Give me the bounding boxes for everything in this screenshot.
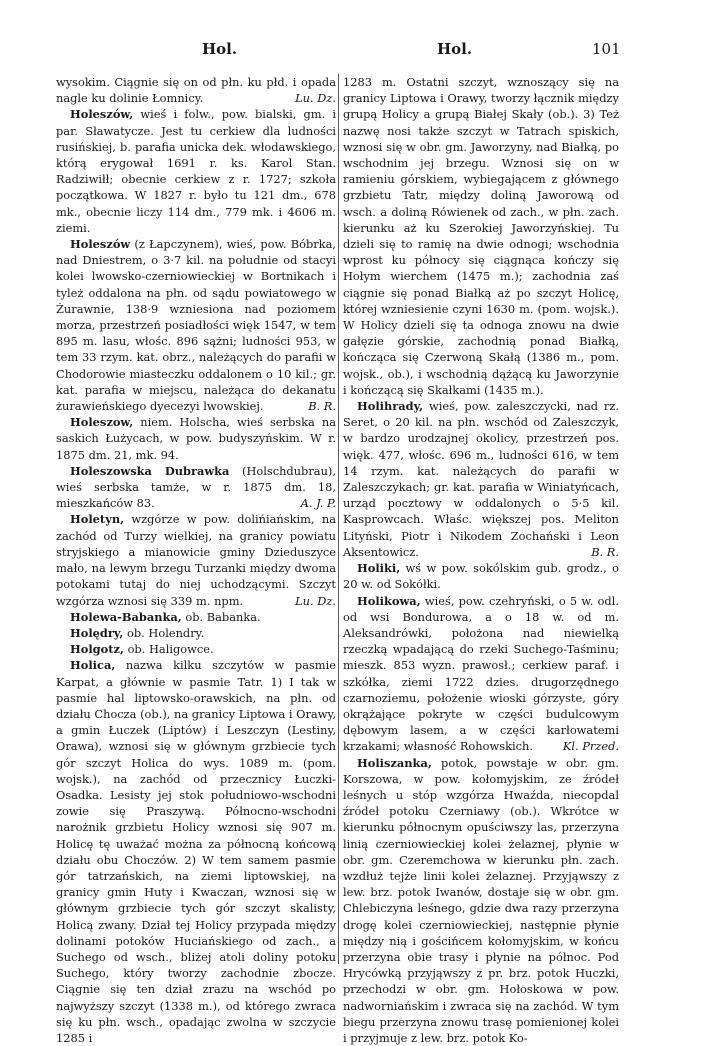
entry-text: potok, powstaje w obr. gm. Korszowa, w pow. kołomyjskim, ze źródeł leśnych u stóp wzgórza Hwaźda, niecopdal źródeł potoku Czerniawy (ob.). Wkrótce w kierunku północnym opuściwszy las, przerzyna linią czerniowieckiej kolei żelaznej, płynie w obr. gm. Czeremchowa w kierunku płn. zach. wzdłuż tejże linii kolei żelaznej. Przyjąwszy z lew. brz. potok Iwanów, dostaje się w obr. gm. Chlebiczyna leśnego, gdzie dwa razy przerzyna drogę kolei czerniowieckiej, następnie płynie między nią i gościńcem kołomyjskim, w końcu przerzyna obie trasy i płynie na północ. Pod Hrycówką przyjąwszy z pr. brz. potok Huczki, przechodzi w obr. gm. Hołoskowa w pow. nadworniańskim i zwraca się na zachód. W tym biegu przerzyna znowu trasę pomienionej kolei i przyjmuje z lew. brz. potok Ko- [343, 755, 619, 1045]
dictionary-entry [56, 463, 336, 512]
entry-text: niem. Holscha, wieś serbska na saskich Łużycach, w pow. budyszyńskim. W r. 1875 dm. 21, mk. 94. [56, 415, 336, 462]
dictionary-entry [56, 414, 336, 463]
entry-text: ob. Haligowce. [123, 642, 214, 657]
entry-text: ob. Holendry. [123, 625, 205, 640]
entry-headword: Holiki, [357, 561, 401, 576]
entry-author-signature: Kl. Przed. [562, 739, 619, 754]
dictionary-entry [56, 609, 336, 625]
entry-headword: Holetyn, [70, 512, 125, 527]
column-divider [338, 74, 339, 964]
dictionary-entry [343, 593, 619, 755]
entry-text: wieś, pow. czehryński, o 5 w. odl. od wsi Bondurowa, a o 18 w. od m. Aleksandrówki, położona nad niewielką rzeczką wpadającą do rzeki Suchego-Taśminu; mieszk. 853 wyzn. prawosł.; cerkiew paraf. i szkółka, ziemi 1722 dzies. drugorzędnego czarnoziemu, położenie wioski górzyste, góry okrążające pokryte w części budulcowym dębowym lasem, a w części karłowatemi krzakami; własność Rohowskich. [343, 593, 619, 754]
dictionary-entry [343, 755, 619, 1046]
dictionary-entry [56, 106, 336, 236]
entry-text: wieś i folw., pow. bialski, gm. i par. Sławatycze. Jest tu cerkiew dla ludności rusińskiej, b. parafia unicka dek. włodawskiego, którą erygował 1691 r. ks. Karol Stan. Radziwiłł; obecnie cerkiew z r. 1727; szkoła początkowa. W 1827 r. było tu 121 dm., 678 mk., obecnie liczy 114 dm., 779 mk. i 4606 m. ziemi. [56, 107, 336, 235]
dictionary-entry [56, 511, 336, 608]
entry-text: wieś, pow. zaleszczycki, nad rz. Seret, o 20 kil. na płn. wschód od Zaleszczyk, w bardzo urodzajnej okolicy, przestrzeń pos. więk. 477, włośc. 696 m., ludności 616, w tem 14 rzym. kat. należących do parafii w Zaleszczykach; gr. kat. parafia w Winiatyńcach, urząd pocztowy w oddalonych o 5·5 kil. Kasprowcach. Właśc. większej pos. Meliton Lityński, Piotr i Nikodem Zochański i Leon Aksentowicz. [343, 399, 619, 559]
page-number: 101 [592, 40, 621, 58]
entry-author-signature: B. R. [308, 399, 336, 414]
entry-text: (z Łapczynem), wieś, pow. Bóbrka, nad Dniestrem, o 3·7 kil. na południe od stacyi kolei lwowsko-czerniowieckiej w Bortnikach i tyleż oddalona na płn. od sądu powiatowego w Żurawnie, 138·9 wzniesiona nad poziomem morza, przestrzeń posiadłości więk 1547, w tem 895 m. lasu, włośc. 896 sążni; ludności 953, w tem 33 rzym. kat. obrz., należących do parafii w Chodorowie miasteczku oddalonem o 10 kil.; gr. kat. parafia w miejscu, należąca do dekanatu żurawieńskiego dyecezyi lwowskiej. [56, 237, 336, 414]
entry-headword: Holihrady, [357, 399, 424, 414]
entry-headword: Holeszowska Dubrawka [70, 463, 230, 478]
entry-text: nazwa kilku szczytów w pasmie Karpat, a głównie w pasmie Tatr. 1) I tak w pasmie hal liptowsko-orawskich, na płn. od działu Chocza (ob.), na granicy Liptowa i Orawy, a gmin Łuczek (Liptów) i Leszczyn (Lestiny, Orawa), wznosi się w głównym grzbiecie tych gór szczyt Holica do wys. 1089 m. (pom. wojsk.), na zachód od przecznicy Łuczki-Osadka. Lesisty jej stok południowo-wschodni zowie się Praszywą. Północno-wschodni narożnik grzbietu Holicy wznosi się 907 m. Holicę tę uważać można za północną końcową działu obu Choczów. 2) W tem samem pasmie gór tatrzańskich, na ziemi liptowskiej, na granicy gmin Huty i Kwaczan, wznosi się w głównym grzbiecie tych gór szczyt skalisty, Holicą zwany. Dział tej Holicy przypada między dolinami potoków Huciańskiego od zach., a Suchego od wsch., bliżej atoli doliny potoku Suchego, który tworzy zachodnie zbocze. Ciągnie się ten dział zrazu na wschód po najwyższy szczyt (1338 m.), od którego zwraca się ku płn. wsch., opadając zwolna w szczycie 1285 i [56, 658, 336, 1045]
entry-text: (Holschdubrau), wieś serbska tamże, w r. 1875 dm. 18, mieszkańców 83. [56, 463, 336, 511]
dictionary-entry [343, 74, 619, 398]
entry-headword: Holeszów [70, 237, 131, 252]
entry-text: wysokim. Ciągnie się on od płn. ku płd. i opada nagle ku dolinie Łomnicy. [56, 75, 336, 106]
entry-headword: Holikowa, [357, 593, 421, 608]
entry-headword: Holeszow, [70, 415, 134, 430]
entry-text: 1283 m. Ostatni szczyt, wznoszący się na granicy Liptowa i Orawy, tworzy łącznik między grupą Holicy a grupą Białej Skały (ob.). 3) Też nazwę nosi także szczyt w Tatrach spiskich, wznosi się w obr. gm. Jaworzyny, nad Białką, po wschodnim jej brzegu. Wznosi się on w ramieniu górskiem, wybiegającem z głównego grzbietu Tatr, między doliną Jaworową od wsch. a doliną Rówienek od zach., w płn. zach. kierunku aż ku Szerokiej Jaworzyńskiej. Tu dzieli się to ramię na dwie odnogi; wschodnia wprost ku północy się ciągnąca kończy się Hołym wierchem (1475 m.); zachodnia zaś ciągnie się ponad Białką aż po szczyt Holicę, której wzniesienie czyni 1630 m. (pom. wojsk.). W Holicy dzieli się ta odnoga znowu na dwie gałęzie górskie, zachodnią ponad Białką, kończąca się Czerwoną Skałą (1386 m., pom. wojsk., ob.), i wschodnią dążącą ku Jaworzynie i kończącą się Skałkami (1435 m.). [343, 75, 619, 397]
dictionary-entry [56, 236, 336, 414]
dictionary-entry [56, 657, 336, 1046]
entry-headword: Holeszów, [70, 107, 134, 122]
dictionary-entry [56, 641, 336, 657]
entry-headword: Holgotz, [70, 642, 124, 657]
entry-author-signature: Lu. Dz. [295, 91, 336, 106]
dictionary-entry [343, 560, 619, 592]
entry-text: wzgórze w pow. dolińiańskim, na zachód od Turzy wielkiej, na granicy powiatu stryjskiego a mianowicie gminy Dzieduszyce mało, na lewym brzegu Turzanki między dwoma potokami tutaj do niej uchodzącymi. Szczyt wzgórza wznosi się 339 m. npm. [56, 512, 336, 608]
running-head-left: Hol. [202, 40, 238, 58]
entry-headword: Holica, [70, 658, 116, 673]
entry-author-signature: A. J. P. [300, 496, 336, 511]
left-column [56, 74, 336, 1046]
dictionary-entry [343, 398, 619, 560]
entry-author-signature: Lu. Dz. [295, 593, 336, 608]
entry-headword: Holiszanka, [357, 755, 432, 770]
entry-headword: Holędry, [70, 625, 124, 640]
dictionary-entry [56, 74, 336, 106]
entry-text: wś w pow. sokólskim gub. grodz., o 20 w. od Sokółki. [343, 561, 619, 592]
entry-headword: Holewa-Babanka, [70, 609, 182, 624]
running-head-center: Hol. [437, 40, 473, 58]
entry-author-signature: B. R. [591, 544, 619, 559]
right-column [343, 74, 619, 1046]
entry-text: ob. Babanka. [181, 609, 261, 624]
dictionary-entry [56, 625, 336, 641]
